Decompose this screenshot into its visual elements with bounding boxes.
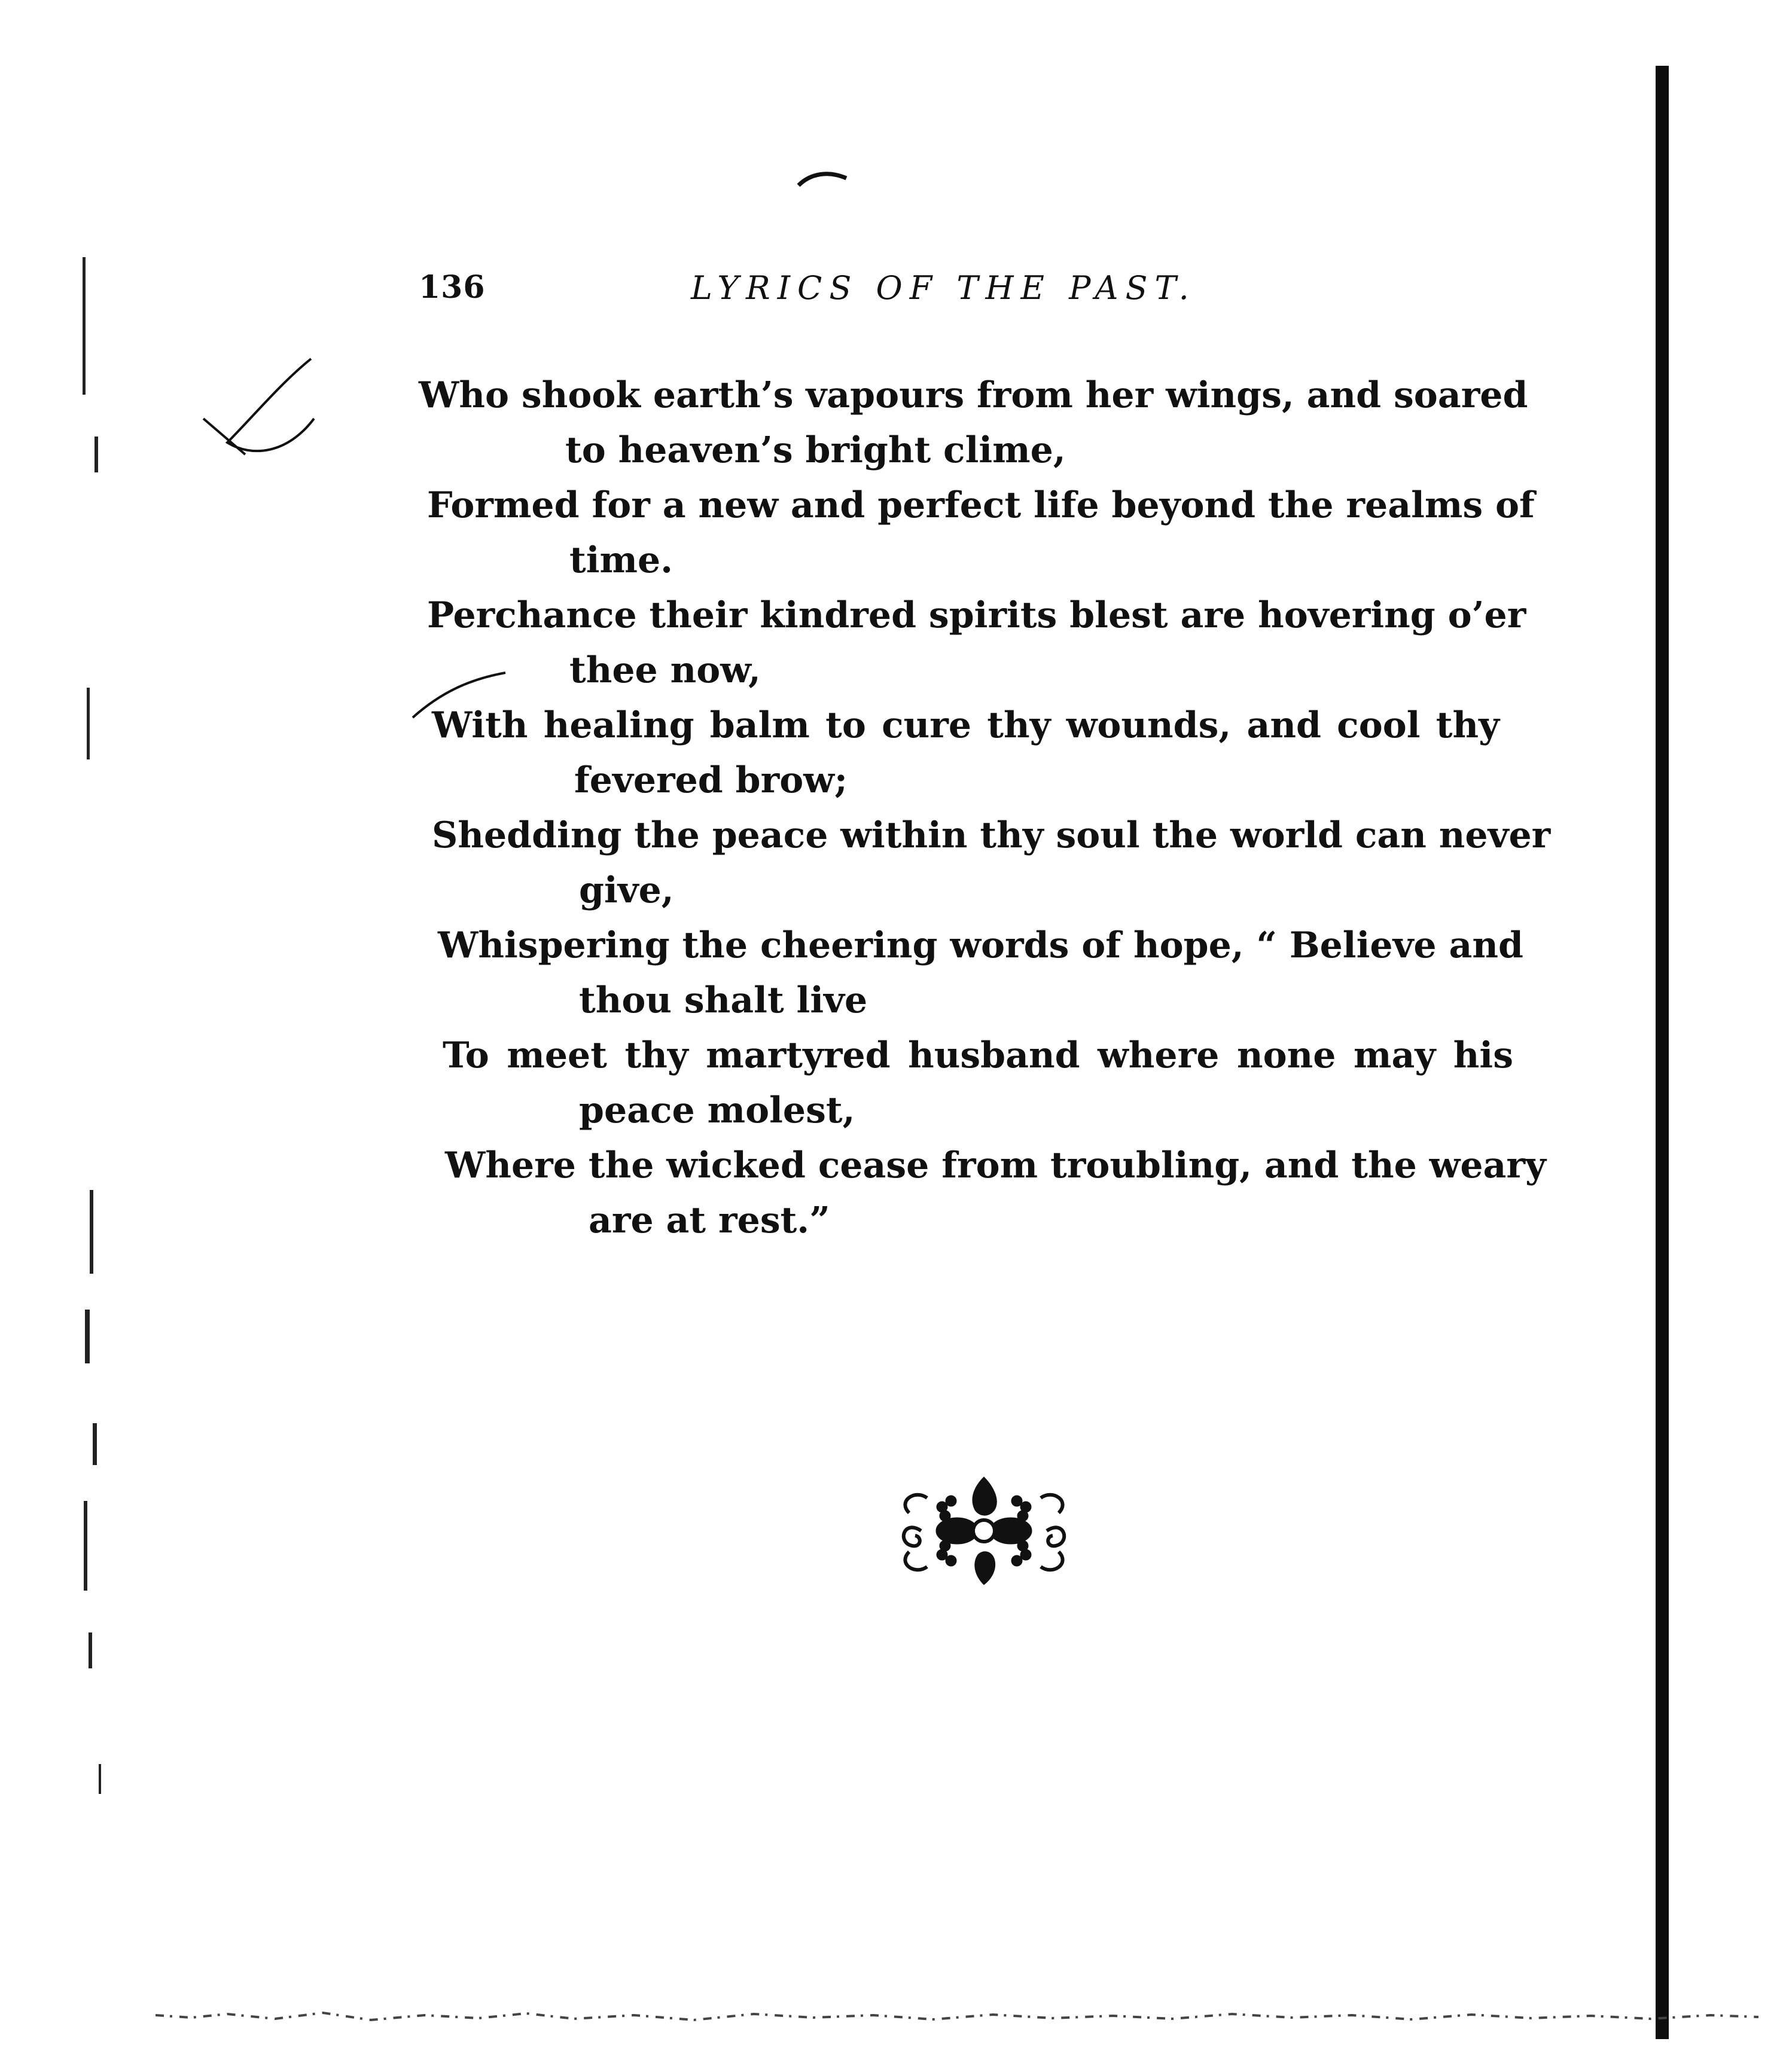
page-number: 136 — [419, 269, 486, 306]
poem-line — [438, 918, 1523, 1028]
page-edge-shadow — [1656, 66, 1669, 2039]
line-continuation: to heaven’s bright clime, — [565, 429, 1066, 471]
line-text: Whispering the cheering words of hope, “ Believe and — [438, 924, 1523, 966]
line-text: Who shook earth’s vapours from her wings, and soared — [419, 374, 1528, 416]
poem-line — [419, 368, 1528, 478]
line-continuation: fevered brow; — [574, 759, 848, 801]
line-continuation: thou shalt live — [579, 979, 868, 1021]
line-text: Formed for a new and perfect life beyond the realms of — [427, 484, 1535, 526]
line-text: Perchance their kindred spirits blest are hovering o’er — [427, 594, 1526, 636]
floral-vignette-icon — [885, 1465, 1083, 1597]
line-text: Shedding the peace within thy soul the world can never — [432, 814, 1551, 856]
poem-line — [443, 1028, 1513, 1138]
line-continuation: are at rest.” — [589, 1200, 830, 1241]
running-head: LYRICS OF THE PAST. — [691, 269, 1196, 307]
line-continuation: give, — [579, 869, 674, 911]
poem-line — [432, 698, 1499, 808]
line-text: Where the wicked cease from troubling, and the weary — [445, 1145, 1546, 1186]
line-text: With healing balm to cure thy wounds, and cool thy — [432, 704, 1499, 746]
poem-line — [427, 588, 1526, 698]
ink-smudge-icon — [796, 167, 849, 191]
bottom-edge-noise — [156, 1997, 1758, 2033]
poem-body — [419, 368, 1551, 1248]
line-text: To meet thy martyred husband where none may his — [443, 1035, 1513, 1076]
poem-line — [445, 1138, 1546, 1248]
line-continuation: time. — [569, 539, 673, 581]
page-header — [419, 269, 1256, 311]
line-continuation: peace molest, — [579, 1090, 855, 1131]
poem-line — [432, 808, 1551, 918]
pen-mark-icon — [197, 353, 335, 472]
line-continuation: thee now, — [569, 649, 761, 691]
left-margin-artifacts — [72, 197, 167, 2051]
poem-line — [427, 478, 1535, 588]
